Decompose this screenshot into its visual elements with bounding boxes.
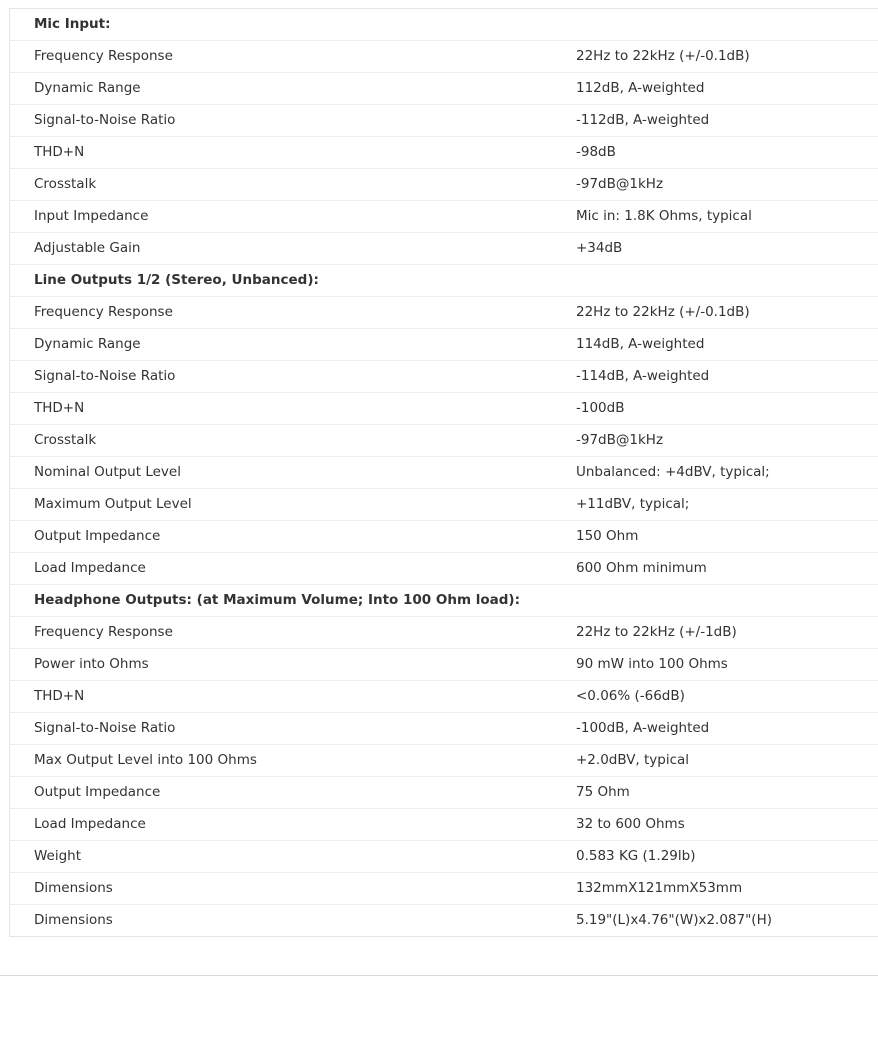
spec-row <box>10 713 878 745</box>
spec-label: Max Output Level into 100 Ohms <box>34 752 257 768</box>
spec-value: 600 Ohm minimum <box>576 560 707 576</box>
spec-row <box>10 873 878 905</box>
spec-value: 22Hz to 22kHz (+/-0.1dB) <box>576 48 750 64</box>
spec-value: -98dB <box>576 144 616 160</box>
spec-label: Output Impedance <box>34 528 161 544</box>
spec-value: 5.19"(L)x4.76"(W)x2.087"(H) <box>576 912 772 928</box>
spec-row <box>10 361 878 393</box>
spec-row <box>10 393 878 425</box>
spec-value: -97dB@1kHz <box>576 432 664 448</box>
spec-row <box>10 745 878 777</box>
spec-label: Dynamic Range <box>34 336 141 352</box>
spec-value: 0.583 KG (1.29lb) <box>576 848 696 864</box>
spec-row <box>10 617 878 649</box>
spec-row <box>10 457 878 489</box>
spec-value: -114dB, A-weighted <box>576 368 710 384</box>
spec-row <box>10 489 878 521</box>
spec-value: 114dB, A-weighted <box>576 336 705 352</box>
spec-row <box>10 521 878 553</box>
spec-row <box>10 41 878 73</box>
spec-label: Dimensions <box>34 880 113 896</box>
spec-label: THD+N <box>34 400 85 416</box>
spec-label: THD+N <box>34 144 85 160</box>
spec-value: <0.06% (-66dB) <box>576 688 685 704</box>
spec-label: Nominal Output Level <box>34 464 181 480</box>
spec-label: Output Impedance <box>34 784 161 800</box>
spec-value: -112dB, A-weighted <box>576 112 710 128</box>
spec-value: -97dB@1kHz <box>576 176 664 192</box>
spec-row <box>10 201 878 233</box>
spec-row <box>10 105 878 137</box>
spec-value: -100dB, A-weighted <box>576 720 710 736</box>
spec-value: 112dB, A-weighted <box>576 80 705 96</box>
spec-label: Signal-to-Noise Ratio <box>34 720 176 736</box>
spec-label: Dynamic Range <box>34 80 141 96</box>
spec-label: Frequency Response <box>34 48 173 64</box>
spec-label: Crosstalk <box>34 432 97 448</box>
spec-label: Frequency Response <box>34 624 173 640</box>
spec-row <box>10 649 878 681</box>
spec-row <box>10 233 878 265</box>
spec-label: Signal-to-Noise Ratio <box>34 112 176 128</box>
spec-row <box>10 681 878 713</box>
spec-label: Crosstalk <box>34 176 97 192</box>
spec-label: Maximum Output Level <box>34 496 192 512</box>
spec-value: +11dBV, typical; <box>576 496 690 512</box>
section-header-row <box>10 265 878 297</box>
spec-label: Input Impedance <box>34 208 149 224</box>
spec-label: Adjustable Gain <box>34 240 141 256</box>
spec-label: Signal-to-Noise Ratio <box>34 368 176 384</box>
spec-row <box>10 329 878 361</box>
spec-label: Load Impedance <box>34 560 146 576</box>
spec-row <box>10 425 878 457</box>
spec-value: 22Hz to 22kHz (+/-1dB) <box>576 624 737 640</box>
spec-value: -100dB <box>576 400 625 416</box>
section-header-row <box>10 9 878 41</box>
section-title: Line Outputs 1/2 (Stereo, Unbanced): <box>34 272 319 288</box>
spec-row <box>10 297 878 329</box>
spec-label: Weight <box>34 848 82 864</box>
spec-value: 90 mW into 100 Ohms <box>576 656 728 672</box>
spec-label: Load Impedance <box>34 816 146 832</box>
spec-value: Mic in: 1.8K Ohms, typical <box>576 208 752 224</box>
spec-row <box>10 809 878 841</box>
spec-row <box>10 841 878 873</box>
spec-label: Power into Ohms <box>34 656 149 672</box>
spec-label: Dimensions <box>34 912 113 928</box>
spec-label: Frequency Response <box>34 304 173 320</box>
section-header-row <box>10 585 878 617</box>
spec-row <box>10 137 878 169</box>
section-title: Mic Input: <box>34 16 111 32</box>
spec-value: 22Hz to 22kHz (+/-0.1dB) <box>576 304 750 320</box>
spec-row <box>10 905 878 936</box>
spec-value: +2.0dBV, typical <box>576 752 690 768</box>
spec-label: THD+N <box>34 688 85 704</box>
spec-row <box>10 777 878 809</box>
spec-table <box>9 8 878 937</box>
spec-row <box>10 553 878 585</box>
spec-value: +34dB <box>576 240 623 256</box>
spec-value: 32 to 600 Ohms <box>576 816 685 832</box>
spec-row <box>10 73 878 105</box>
spec-value: 150 Ohm <box>576 528 639 544</box>
bottom-divider <box>0 975 878 976</box>
spec-row <box>10 169 878 201</box>
spec-value: 132mmX121mmX53mm <box>576 880 743 896</box>
section-title: Headphone Outputs: (at Maximum Volume; Into 100 Ohm load): <box>34 592 520 608</box>
spec-value: 75 Ohm <box>576 784 630 800</box>
spec-value: Unbalanced: +4dBV, typical; <box>576 464 770 480</box>
